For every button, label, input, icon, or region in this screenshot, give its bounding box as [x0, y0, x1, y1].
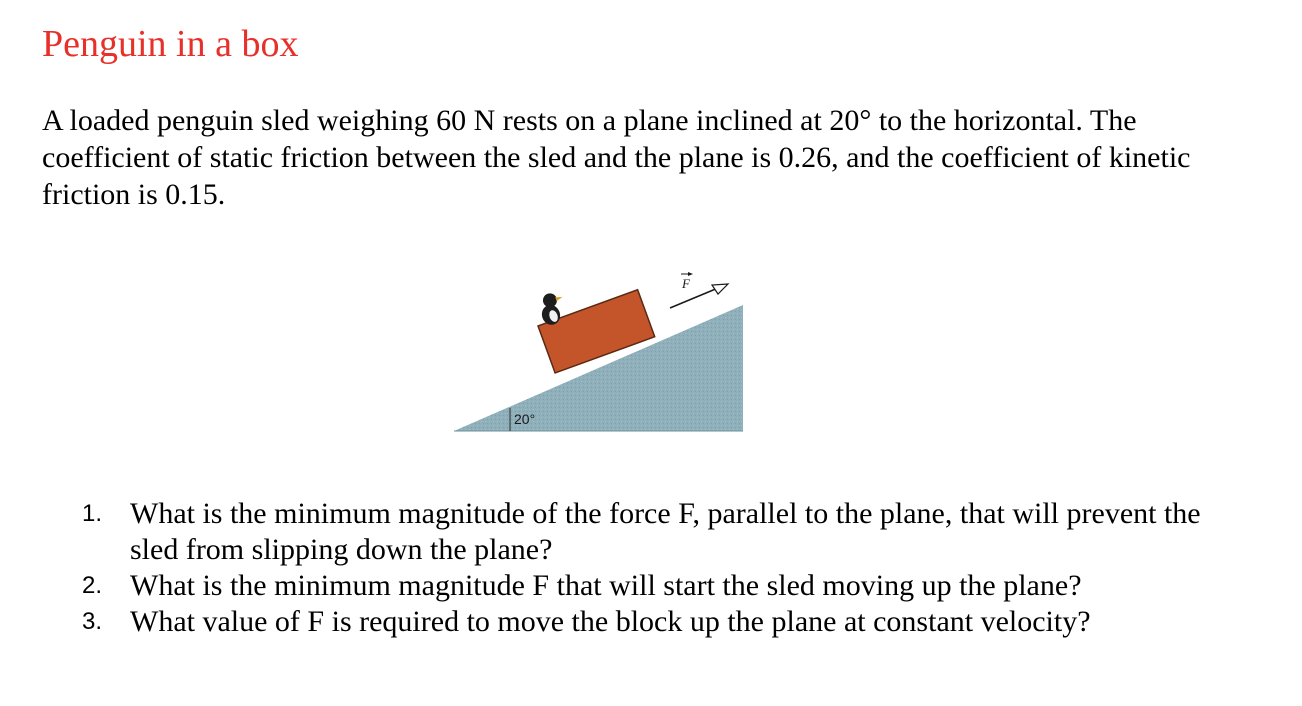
question-text: What value of F is required to move the block up the plane at constant velocity? — [130, 605, 1091, 638]
incline-figure — [450, 262, 750, 452]
question-list — [82, 496, 1202, 640]
question-item — [82, 604, 1202, 640]
problem-statement: A loaded penguin sled weighing 60 N rests on a plane inclined at 20° to the horizontal. The coefficient of static friction between the sled and the plane is 0.26, and the coefficient of kinetic friction is 0.15. — [42, 104, 1191, 211]
question-item — [82, 568, 1202, 604]
force-label: F — [682, 276, 690, 291]
page-title: Penguin in a box — [42, 23, 299, 65]
force-vector-arrowhead — [688, 272, 693, 276]
question-number: 3. — [82, 608, 103, 635]
question-text: What is the minimum magnitude of the force F, parallel to the plane, that will prevent the sled from slipping down the plane? — [130, 497, 1201, 566]
question-text: What is the minimum magnitude F that will start the sled moving up the plane? — [130, 569, 1082, 602]
question-number: 1. — [82, 500, 103, 527]
angle-label: 20° — [514, 411, 536, 427]
force-arrow — [670, 284, 728, 308]
question-number: 2. — [82, 572, 103, 599]
question-item — [82, 496, 1202, 568]
incline-diagram — [450, 262, 750, 452]
